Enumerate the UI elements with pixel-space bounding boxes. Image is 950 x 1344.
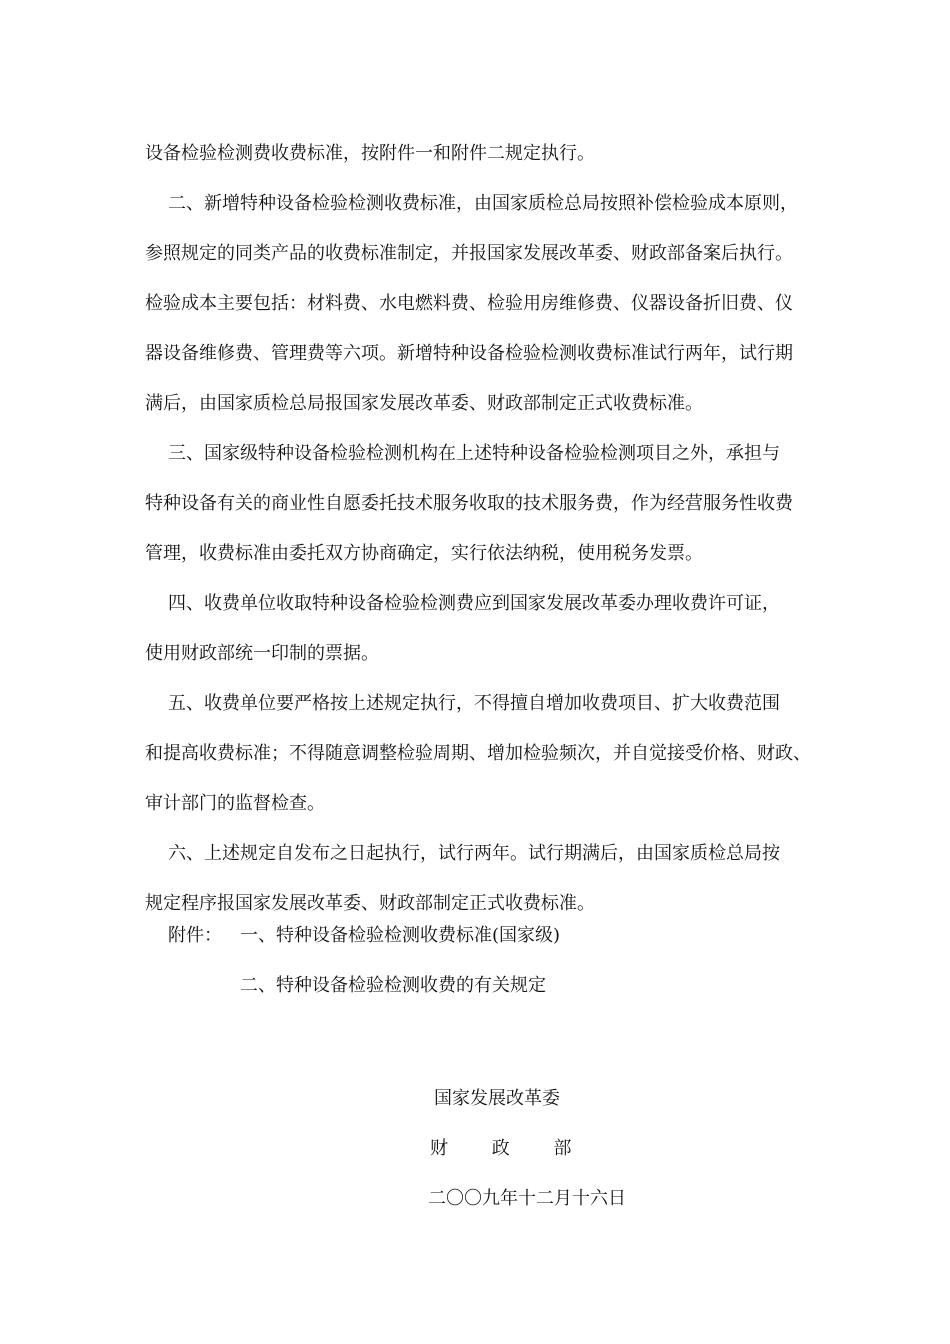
paragraph-line: 器设备维修费、管理费等六项。新增特种设备检验检测收费标准试行两年，试行期 bbox=[145, 343, 793, 364]
paragraph-line: 使用财政部统一印制的票据。 bbox=[145, 643, 379, 664]
issuing-org-mof bbox=[430, 1137, 571, 1161]
paragraph-line: 和提高收费标准；不得随意调整检验周期、增加检验频次，并自觉接受价格、财政、 bbox=[145, 743, 811, 764]
paragraph-line: 参照规定的同类产品的收费标准制定，并报国家发展改革委、财政部备案后执行。 bbox=[145, 243, 793, 264]
paragraph-line: 规定程序报国家发展改革委、财政部制定正式收费标准。 bbox=[145, 893, 595, 914]
paragraph-line: 检验成本主要包括：材料费、水电燃料费、检验用房维修费、仪器设备折旧费、仪 bbox=[145, 293, 793, 314]
paragraph-line: 满后，由国家质检总局报国家发展改革委、财政部制定正式收费标准。 bbox=[145, 393, 703, 414]
paragraph-line: 三、国家级特种设备检验检测机构在上述特种设备检验检测项目之外，承担与 bbox=[168, 443, 780, 464]
attachment-item-2: 二、特种设备检验检测收费的有关规定 bbox=[240, 975, 546, 996]
org-char: 政 bbox=[491, 1138, 510, 1159]
attachments-label: 附件： bbox=[168, 925, 222, 946]
paragraph-line: 五、收费单位要严格按上述规定执行，不得擅自增加收费项目、扩大收费范围 bbox=[168, 693, 780, 714]
paragraph-line: 特种设备有关的商业性自愿委托技术服务收取的技术服务费，作为经营服务性收费 bbox=[145, 493, 793, 514]
attachment-item-1: 一、特种设备检验检测收费标准(国家级) bbox=[240, 925, 561, 946]
paragraph-line: 管理，收费标准由委托双方协商确定，实行依法纳税，使用税务发票。 bbox=[145, 543, 703, 564]
paragraph-line: 六、上述规定自发布之日起执行，试行两年。试行期满后，由国家质检总局按 bbox=[168, 843, 780, 864]
issue-date: 二〇〇九年十二月十六日 bbox=[428, 1188, 626, 1209]
org-char: 财 bbox=[430, 1138, 448, 1159]
issuing-org-ndrc: 国家发展改革委 bbox=[434, 1088, 560, 1109]
org-char: 部 bbox=[553, 1138, 572, 1159]
paragraph-line: 四、收费单位收取特种设备检验检测费应到国家发展改革委办理收费许可证， bbox=[168, 593, 780, 614]
paragraph-line: 二、新增特种设备检验检测收费标准，由国家质检总局按照补偿检验成本原则， bbox=[168, 193, 798, 214]
paragraph-line: 设备检验检测费收费标准，按附件一和附件二规定执行。 bbox=[145, 143, 595, 164]
paragraph-line: 审计部门的监督检查。 bbox=[145, 793, 325, 814]
